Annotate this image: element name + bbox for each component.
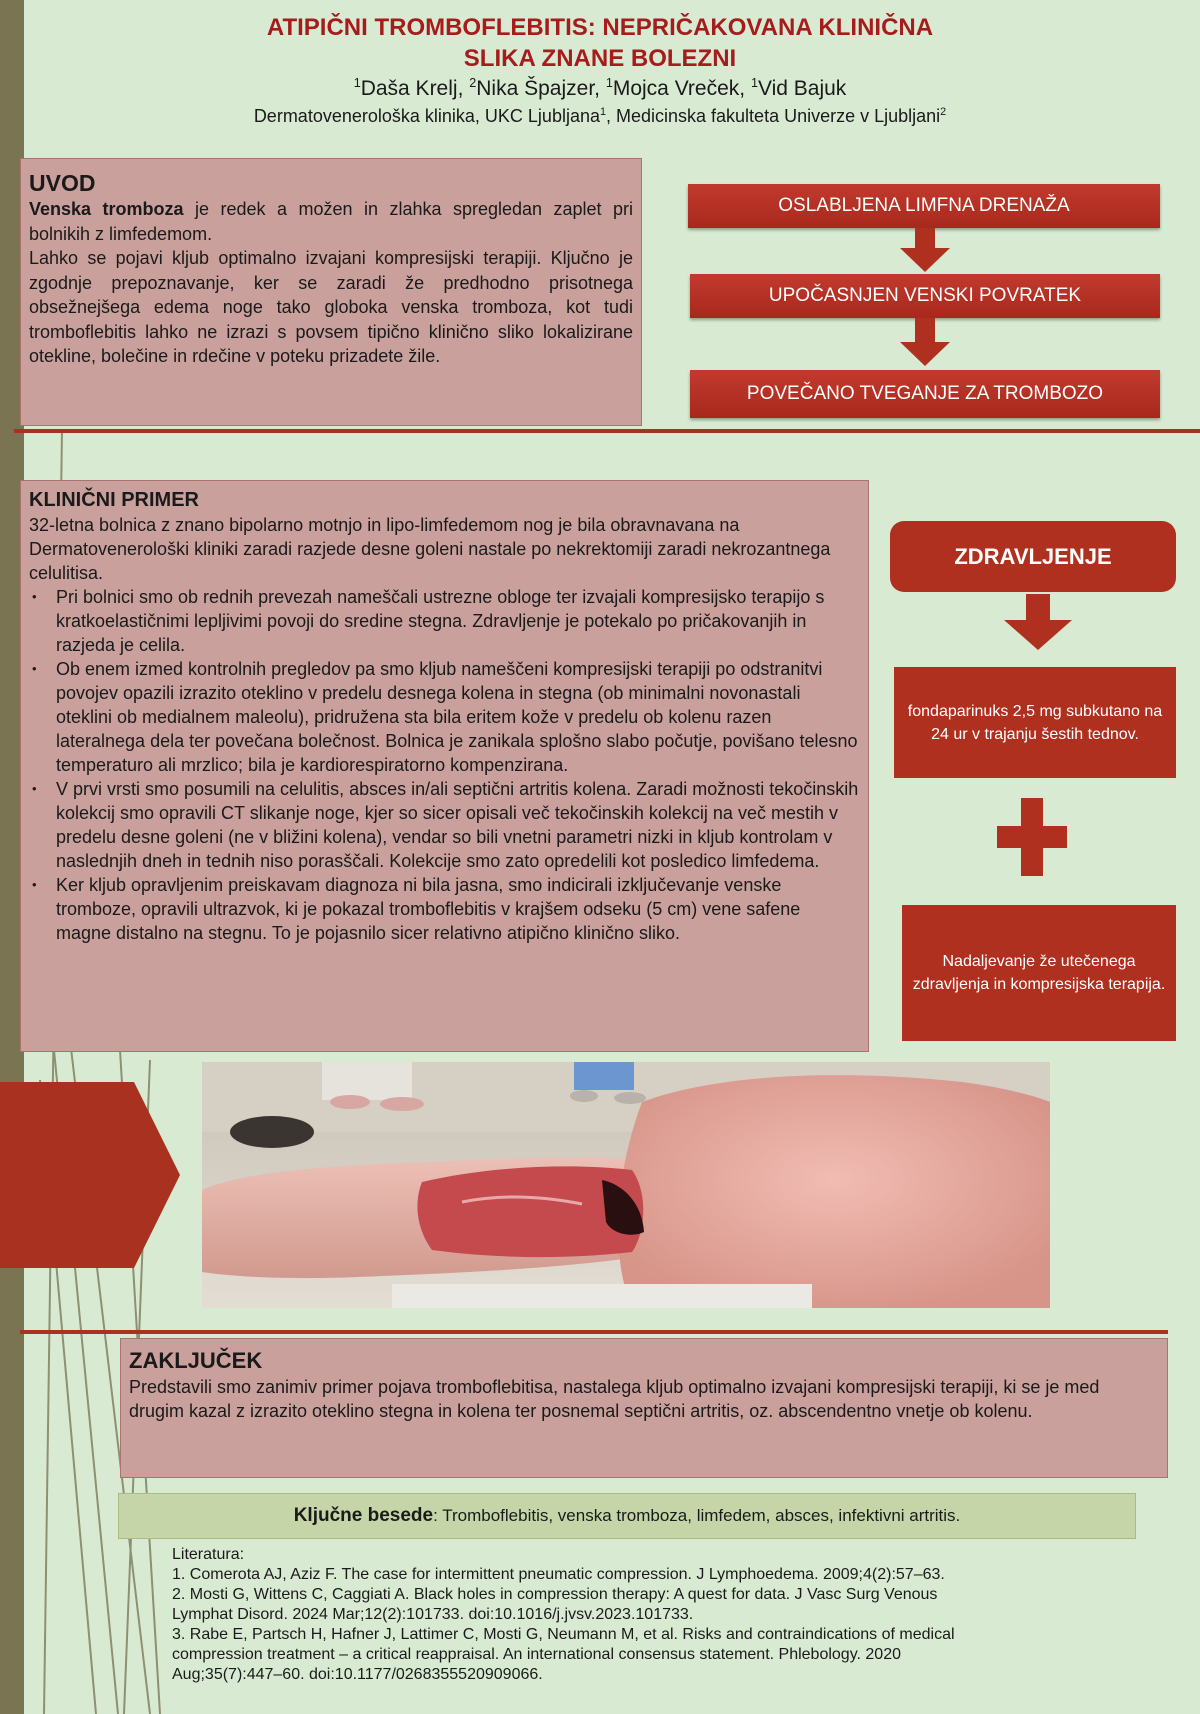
intro-paragraph-1: Venska tromboza je redek a možen in zlahka spregledan zaplet pri bolnikih z limfedemom. [29,199,633,244]
flow-step-1: OSLABLJENA LIMFNA DRENAŽA [688,184,1160,228]
list-item: • Ker kljub opravljenim preiskavam diagnoza ni bila jasna, smo indicirali izključevanje venske tromboze, opravili ultrazvok, ki je pokazal tromboflebitis v krajšem odseku (5 cm) vene safene magne distalno na stegnu. To je pojasnilo sicer relativno atipično klinično sliko. [56,873,860,945]
author-name: Vid Bajuk [757,77,847,100]
list-item: • V prvi vrsti smo posumili na celulitis, absces in/ali septični artritis kolena. Zaradi možnosti tekočinskih kolekcij smo opravili CT slikanje noge, kjer so sicer opisali več tekočinskih kolekcij na več mestih v predelu desne goleni (ne v bližini kolena), vendar so bili vnetni parametri nizki in kljub kontrolam v naslednjih dneh in tednih niso porasščali. Kolekcije smo zato opredelili kot posledico limfedema. [56,777,860,873]
treatment-box-medication: fondaparinuks 2,5 mg subkutano na 24 ur v trajanju šestih tednov. [894,667,1176,778]
section-divider [20,1330,1168,1334]
keywords-label: Ključne besede [293,1505,434,1526]
clinical-photo-leg [202,1062,1050,1308]
intro-section [20,158,642,426]
clinical-case-section [20,480,869,1052]
reference-item: 2. Mosti G, Wittens C, Caggiati A. Black holes in compression therapy: A quest for data. J Vasc Surg Venous Lymphat Disord. 2024 Mar;12(2):101733. doi:10.1016/j.jvsv.2023.101733. [172,1586,938,1623]
references-heading: Literatura: [172,1546,245,1563]
intro-paragraph-2: Lahko se pojavi kljub optimalno izvajani kompresijski terapiji. Ključno je zgodnje prepoznavanje, ker se zaradi že predhodno prisotnega obsežnejšega edema noge tako globoka venska tromboza, kot tudi tromboflebitis lahko ne izrazi s povsem tipično klinično sliko lokalizirane otekline, bolečine in rdečine v poteku prizadete žile. [29,248,633,366]
author-name: Nika Špajzer, [476,77,606,100]
plus-icon [997,798,1067,876]
treatment-box-compression: Nadaljevanje že utečenega zdravljenja in kompresijska terapija. [902,905,1176,1041]
poster-title [120,12,1080,74]
author-name: Daša Krelj, [360,77,470,100]
down-arrow-icon [900,318,950,366]
conclusion-text: Predstavili smo zanimiv primer pojava tromboflebitisa, nastalega kljub optimalno izvajani kompresijski terapiji, ki se je med drugim kazal z izrazito oteklino stegna in kolena ter posnemal septični artritis, oz. abscendentno vnetje ob kolenu. [129,1377,1100,1421]
title-line-1: ATIPIČNI TROMBOFLEBITIS: NEPRIČAKOVANA KLINIČNA [266,14,934,41]
flow-step-2: UPOČASNJEN VENSKI POVRATEK [690,274,1160,318]
down-arrow-icon [900,228,950,272]
keywords-text: : Tromboflebitis, venska tromboza, limfedem, absces, infektivni artritis. [433,1506,961,1525]
section-divider [14,429,1200,433]
flow-step-3: POVEČANO TVEGANJE ZA TROMBOZO [690,370,1160,418]
keywords-bar [118,1493,1136,1539]
title-line-2: SLIKA ZNANE BOLEZNI [463,45,737,72]
list-item: • Pri bolnici smo ob rednih prevezah nameščali ustrezne obloge ter izvajali kompresijsko terapijo s kratkoelastičnimi lepljivimi povoji do sredine stegna. Zdravljenje je potekalo po pričakovanjih in razjeda je celila. [56,585,860,657]
conclusion-section [120,1338,1168,1478]
references [172,1545,972,1685]
down-arrow-icon [1004,594,1072,650]
clinical-bullet-list [29,585,860,945]
clinical-heading: KLINIČNI PRIMER [29,489,199,511]
treatment-heading: ZDRAVLJENJE [890,521,1176,592]
reference-item: 1. Comerota AJ, Aziz F. The case for intermittent pneumatic compression. J Lymphoedema. 2009;4(2):57–63. [172,1566,945,1583]
list-item: • Ob enem izmed kontrolnih pregledov pa smo kljub nameščeni kompresijski terapiji po odstranitvi povojev opazili izrazito oteklino v predelu desnega kolena in stegna (ob minimalni novonastali oteklini ob medialnem maleolu), pridružena sta bila eritem kože v predelu ob kolenu razen lateralnega dela ter povečana bolečnost. Bolnica je zanikala splošno slabo počutje, povišano telesno temperaturo ali mrzlico; bila je kardiorespiratorno kompenzirana. [56,657,860,777]
reference-item: 3. Rabe E, Partsch H, Hafner J, Lattimer C, Mosti G, Neumann M, et al. Risks and contraindications of medical compression treatment – a critical reappraisal. An international consensus statement. Phlebology. 2020 Aug;35(7):447–60. doi:10.1177/0268355520909066. [172,1626,955,1683]
author-name: Mojca Vreček, [612,77,751,100]
clinical-lead: 32-letna bolnica z znano bipolarno motnjo in lipo-limfedemom nog je bila obravnavana na Dermatovenerološki kliniki zaradi razjede desne goleni nastale po nekrektomiji zaradi nekrozantnega celulitisa. [29,515,831,583]
conclusion-heading: ZAKLJUČEK [129,1348,263,1373]
affiliations: Dermatovenerološka klinika, UKC Ljubljana$^1$, Medicinska fakulteta Univerze v Ljubljani$^2$ [253,106,947,126]
intro-heading: UVOD [29,170,96,196]
red-chevron-shape [0,1082,180,1268]
author-list: $^1$Daša Krelj, $^2$Nika Špajzer, $^1$Mojca Vreček, $^1$Vid Bajuk [353,76,847,100]
intro-text [29,197,633,369]
